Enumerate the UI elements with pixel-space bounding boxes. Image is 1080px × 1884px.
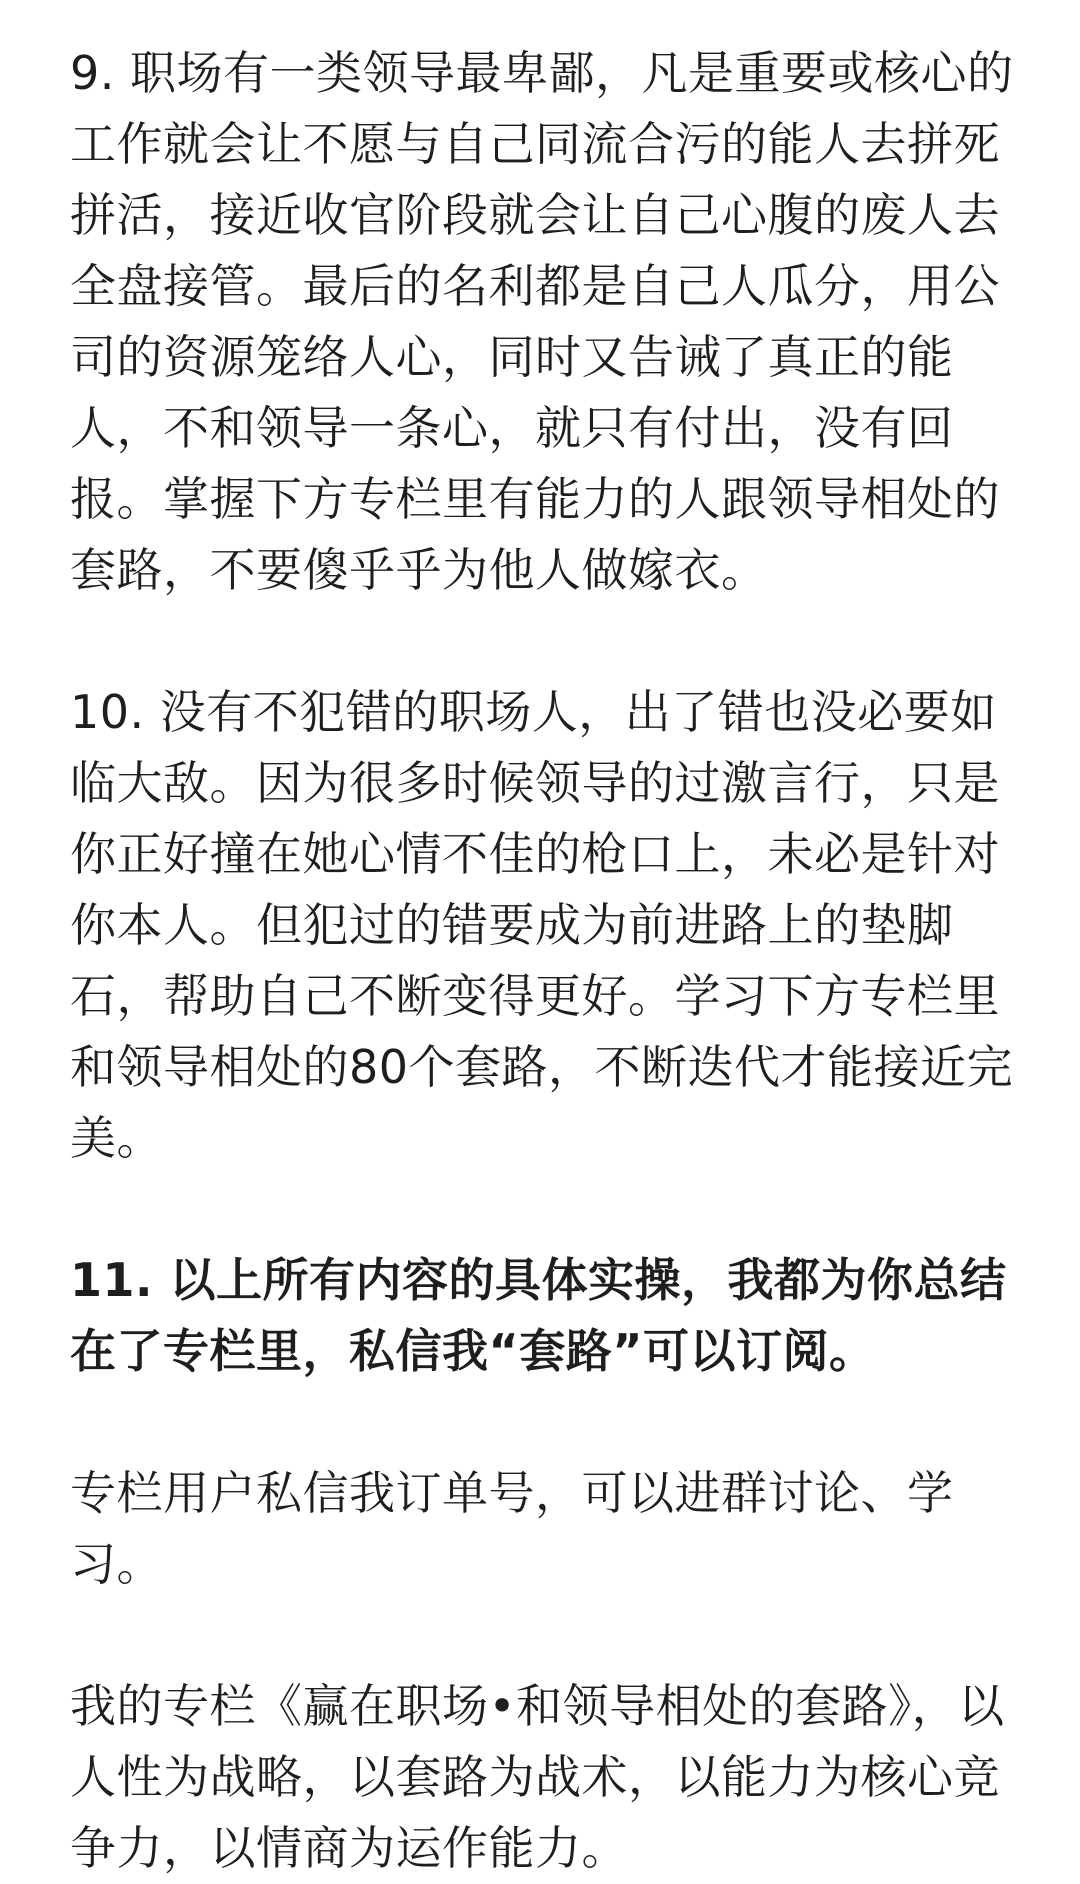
paragraph-group-invite: 专栏用户私信我订单号，可以进群讨论、学习。 [70, 1466, 954, 1591]
paragraph-column-intro: 我的专栏《赢在职场•和领导相处的套路》，以人性为战略，以套路为战术，以能力为核心竞争力，以情商为运作能力。 [70, 1679, 1005, 1875]
paragraph-11-subscribe-callout: 11. 以上所有内容的具体实操，我都为你总结在了专栏里，私信我“套路”可以订阅。 [70, 1253, 1007, 1378]
paragraph-10: 10. 没有不犯错的职场人，出了错也没必要如临大敌。因为很多时候领导的过激言行，只是你正好撞在她心情不佳的枪口上，未必是针对你本人。但犯过的错要成为前进路上的垫脚石，帮助自己不断变得更好。学习下方专栏里和领导相处的80个套路，不断迭代才能接近完美。 [70, 685, 1014, 1165]
paragraph-9: 9. 职场有一类领导最卑鄙，凡是重要或核心的工作就会让不愿与自己同流合污的能人去拼死拼活，接近收官阶段就会让自己心腹的废人去全盘接管。最后的名利都是自己人瓜分，用公司的资源笼络人心，同时又告诫了真正的能人，不和领导一条心，就只有付出，没有回报。掌握下方专栏里有能力的人跟领导相处的套路，不要傻乎乎为他人做嫁衣。 [70, 46, 1014, 597]
